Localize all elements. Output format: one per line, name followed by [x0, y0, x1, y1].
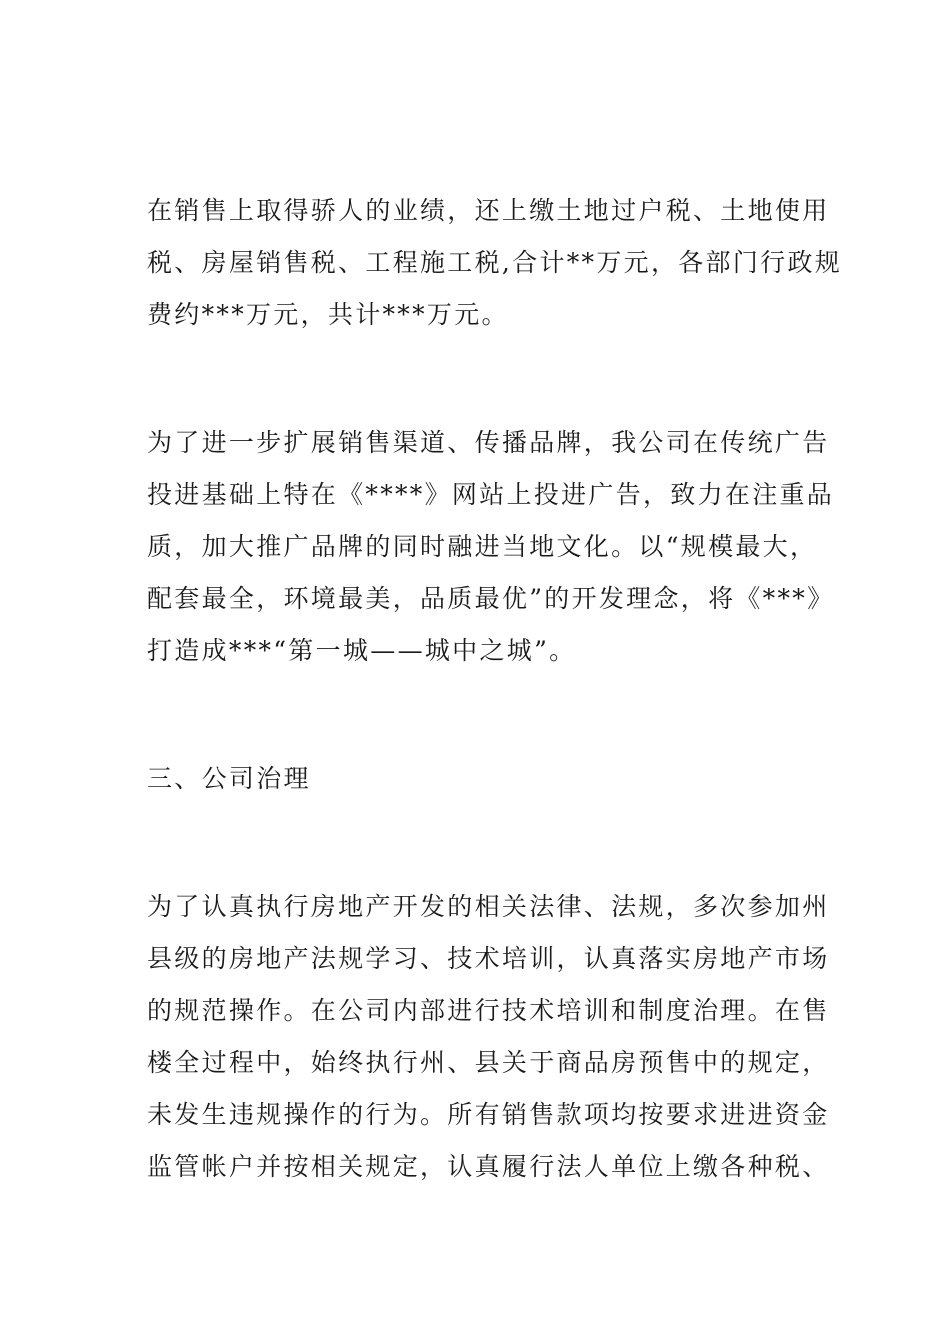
- paragraph-spacer: [147, 341, 807, 417]
- text-line: 税、房屋销售税、工程施工税,合计**万元，各部门行政规: [147, 248, 843, 277]
- paragraph-spacer: [147, 805, 807, 881]
- text-line: 为了认真执行房地产开发的相关法律、法规，多次参加州: [147, 892, 830, 921]
- text-line: 监管帐户并按相关规定，认真履行法人单位上缴各种税、: [147, 1152, 830, 1181]
- text-line: 质，加大推广品牌的同时融进当地文化。以“规模最大，: [147, 532, 818, 561]
- text-line: 楼全过程中，始终执行州、县关于商品房预售中的规定，: [147, 1048, 830, 1077]
- text-line: 县级的房地产法规学习、技术培训，认真落实房地产市场: [147, 944, 830, 973]
- text-line: 未发生违规操作的行为。所有销售款项均按要求进进资金: [147, 1100, 830, 1129]
- paragraph-governance: [147, 881, 830, 1193]
- document-body: [147, 185, 843, 1193]
- text-line: 费约***万元，共计***万元。: [147, 300, 509, 329]
- text-line: 配套最全，环境最美，品质最优”的开发理念，将《***》: [147, 584, 835, 613]
- text-line: 在销售上取得骄人的业绩，还上缴土地过户税、土地使用: [147, 196, 830, 225]
- text-line: 的规范操作。在公司内部进行技术培训和制度治理。在售: [147, 996, 830, 1025]
- paragraph-tax-summary: [147, 185, 843, 341]
- paragraph-marketing: [147, 417, 835, 677]
- text-line: 打造成***“第一城——城中之城”。: [147, 636, 577, 665]
- text-line: 为了进一步扩展销售渠道、传播品牌，我公司在传统广告: [147, 428, 830, 457]
- text-line: 投进基础上特在《****》网站上投进广告，致力在注重品: [147, 480, 835, 509]
- section-heading-text: 三、公司治理: [147, 764, 311, 793]
- paragraph-spacer: [147, 677, 807, 753]
- section-heading: [147, 753, 807, 805]
